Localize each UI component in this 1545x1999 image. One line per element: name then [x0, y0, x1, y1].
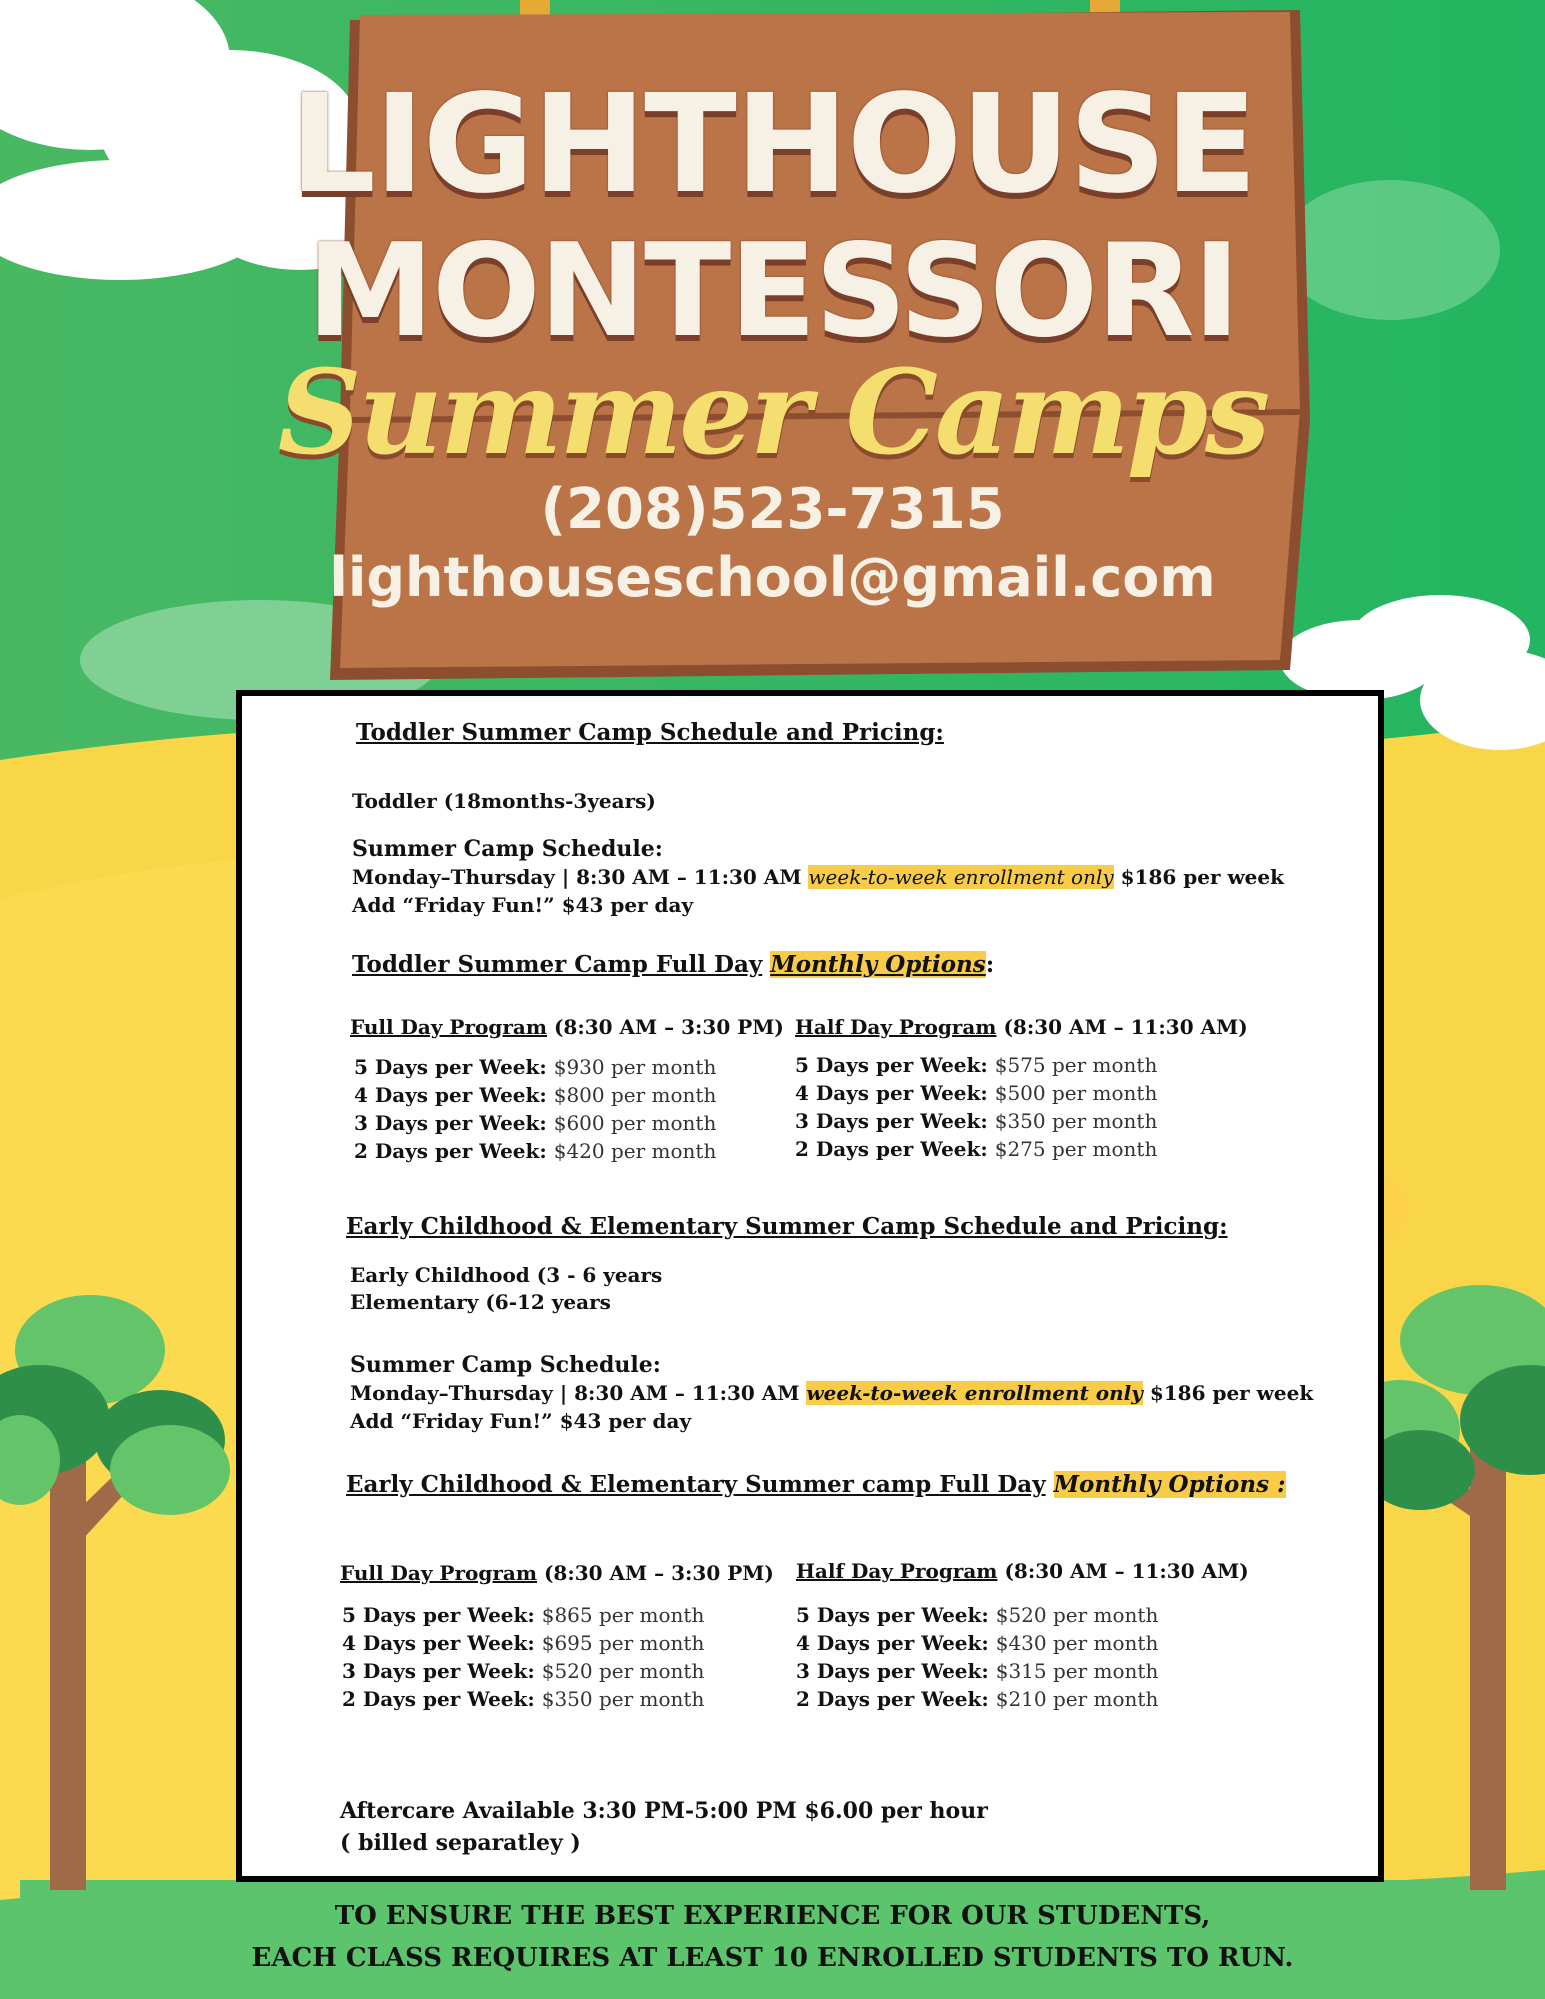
- list-item: 3 Days per Week: $520 per month: [342, 1659, 705, 1683]
- list-item: 4 Days per Week: $800 per month: [354, 1083, 717, 1107]
- full-day-hours: (8:30 AM – 3:30 PM): [543, 1561, 774, 1585]
- schedule-days-hours: Monday–Thursday | 8:30 AM – 11:30 AM: [352, 865, 802, 889]
- schedule-days-hours: Monday–Thursday | 8:30 AM – 11:30 AM: [350, 1381, 800, 1405]
- half-day-hours: (8:30 AM – 11:30 AM): [1003, 1015, 1248, 1039]
- list-item: 4 Days per Week: $695 per month: [342, 1631, 705, 1655]
- monthly-heading-colon: :: [985, 951, 995, 978]
- footer-line2: EACH CLASS REQUIRES AT LEAST 10 ENROLLED STUDENTS TO RUN.: [251, 1943, 1294, 1973]
- list-item: 3 Days per Week: $350 per month: [795, 1109, 1158, 1133]
- list-item: 2 Days per Week: $275 per month: [795, 1137, 1158, 1161]
- toddler-half-day-title: [795, 1014, 1248, 1040]
- weekly-price: $186 per week: [1149, 1381, 1314, 1405]
- early-age-childhood: Early Childhood (3 - 6 years: [350, 1263, 663, 1287]
- monthly-heading-text: Toddler Summer Camp Full Day: [352, 951, 763, 978]
- list-item: 4 Days per Week: $500 per month: [795, 1081, 1158, 1105]
- list-item: 2 Days per Week: $210 per month: [796, 1687, 1159, 1711]
- pricing-panel: [236, 690, 1384, 1882]
- email-address: lighthouseschool@gmail.com: [329, 546, 1216, 609]
- enrollment-highlight: week-to-week enrollment only: [808, 865, 1114, 889]
- full-day-hours: (8:30 AM – 3:30 PM): [553, 1015, 784, 1039]
- early-friday-fun: Add “Friday Fun!” $43 per day: [350, 1409, 692, 1433]
- early-schedule-line: [350, 1380, 1313, 1406]
- toddler-heading: Toddler Summer Camp Schedule and Pricing:: [356, 719, 944, 746]
- early-age-elementary: Elementary (6-12 years: [350, 1290, 611, 1314]
- list-item: 5 Days per Week: $930 per month: [354, 1055, 717, 1079]
- toddler-friday-fun: Add “Friday Fun!” $43 per day: [352, 893, 694, 917]
- enrollment-highlight: week-to-week enrollment only: [806, 1381, 1143, 1405]
- toddler-schedule-line: [352, 864, 1284, 890]
- early-half-day-title: [796, 1558, 1249, 1584]
- list-item: 5 Days per Week: $520 per month: [796, 1603, 1159, 1627]
- list-item: 3 Days per Week: $600 per month: [354, 1111, 717, 1135]
- toddler-monthly-heading: [352, 952, 994, 978]
- footer-line1: TO ENSURE THE BEST EXPERIENCE FOR OUR STUDENTS,: [334, 1901, 1211, 1931]
- list-item: 2 Days per Week: $420 per month: [354, 1139, 717, 1163]
- monthly-options-highlight: Monthly Options :: [1053, 1471, 1286, 1498]
- aftercare-billing-note: ( billed separatley ): [340, 1830, 581, 1856]
- early-monthly-heading: [346, 1472, 1286, 1498]
- list-item: 2 Days per Week: $350 per month: [342, 1687, 705, 1711]
- toddler-age: Toddler (18months-3years): [352, 789, 656, 813]
- toddler-full-day-title: [350, 1014, 784, 1040]
- full-day-label: Full Day Program: [350, 1015, 547, 1039]
- school-name-line1: LIGHTHOUSE: [289, 66, 1256, 224]
- full-day-label: Full Day Program: [340, 1561, 537, 1585]
- weekly-price: $186 per week: [1120, 865, 1284, 889]
- list-item: 4 Days per Week: $430 per month: [796, 1631, 1159, 1655]
- early-heading: Early Childhood & Elementary Summer Camp Schedule and Pricing:: [346, 1213, 1228, 1240]
- aftercare-info: Aftercare Available 3:30 PM-5:00 PM $6.00 per hour: [340, 1798, 988, 1824]
- monthly-options-highlight: Monthly Options: [770, 951, 986, 978]
- list-item: 3 Days per Week: $315 per month: [796, 1659, 1159, 1683]
- early-schedule-label: Summer Camp Schedule:: [350, 1352, 661, 1378]
- list-item: 5 Days per Week: $865 per month: [342, 1603, 705, 1627]
- half-day-label: Half Day Program: [796, 1559, 998, 1583]
- monthly-heading-text: Early Childhood & Elementary Summer camp Full Day: [346, 1471, 1046, 1498]
- toddler-schedule-label: Summer Camp Schedule:: [352, 836, 663, 862]
- summer-camps-title: Summer Camps: [277, 345, 1268, 481]
- list-item: 5 Days per Week: $575 per month: [795, 1053, 1158, 1077]
- half-day-label: Half Day Program: [795, 1015, 997, 1039]
- early-full-day-title: [340, 1560, 774, 1586]
- phone-number: (208)523-7315: [540, 477, 1005, 542]
- half-day-hours: (8:30 AM – 11:30 AM): [1004, 1559, 1249, 1583]
- school-name-line2: MONTESSORI: [306, 217, 1239, 366]
